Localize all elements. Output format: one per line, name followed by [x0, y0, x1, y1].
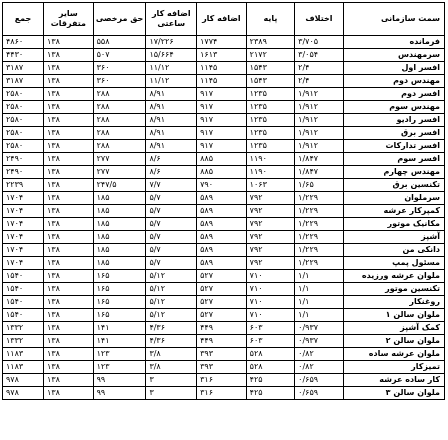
cell-total: ۳۱۸۷	[3, 62, 44, 75]
table-row	[3, 348, 445, 361]
cell-misc: ۱۳۸	[44, 387, 94, 400]
cell-difference: ۰/۹۳۷	[295, 335, 344, 348]
cell-hourly-overtime: ۱۱/۱۲	[146, 62, 197, 75]
cell-leave-pay: ۹۹	[93, 387, 146, 400]
cell-overtime: ۹۱۷	[197, 140, 247, 153]
cell-total: ۱۳۳۲	[3, 335, 44, 348]
cell-misc: ۱۳۸	[44, 374, 94, 387]
cell-difference: ۱/۲۲۹	[295, 244, 344, 257]
cell-overtime: ۳۹۳	[197, 348, 247, 361]
cell-leave-pay: ۲۸۸	[93, 140, 146, 153]
cell-leave-pay: ۲۸۸	[93, 101, 146, 114]
cell-total: ۱۳۳۲	[3, 322, 44, 335]
table-body	[3, 36, 445, 400]
table-row	[3, 114, 445, 127]
cell-overtime: ۵۲۷	[197, 296, 247, 309]
cell-misc: ۱۳۸	[44, 270, 94, 283]
cell-total: ۱۱۸۳	[3, 348, 44, 361]
cell-total: ۱۵۴۰	[3, 296, 44, 309]
cell-misc: ۱۳۸	[44, 62, 94, 75]
cell-position: ملوان سالن ۳	[343, 387, 444, 400]
cell-misc: ۱۳۸	[44, 114, 94, 127]
table-row	[3, 218, 445, 231]
cell-base: ۷۹۲	[246, 218, 295, 231]
cell-overtime: ۵۲۷	[197, 283, 247, 296]
cell-leave-pay: ۱۸۵	[93, 192, 146, 205]
cell-difference: ۱/۹۱۲	[295, 140, 344, 153]
cell-leave-pay: ۱۶۵	[93, 283, 146, 296]
cell-misc: ۱۳۸	[44, 257, 94, 270]
cell-leave-pay: ۳۶۰	[93, 75, 146, 88]
cell-base: ۶۰۳	[246, 322, 295, 335]
cell-total: ۳۱۸۷	[3, 75, 44, 88]
cell-leave-pay: ۱۴۱	[93, 322, 146, 335]
cell-difference: ۱/۲۲۹	[295, 231, 344, 244]
cell-position: افسر دوم	[343, 88, 444, 101]
cell-difference: ۱/۲۲۹	[295, 192, 344, 205]
cell-total: ۱۷۰۴	[3, 244, 44, 257]
cell-overtime: ۹۱۷	[197, 88, 247, 101]
cell-misc: ۱۳۸	[44, 348, 94, 361]
cell-misc: ۱۳۸	[44, 244, 94, 257]
table-row	[3, 179, 445, 192]
cell-leave-pay: ۱۶۵	[93, 309, 146, 322]
col-header-base: پایه	[246, 3, 295, 36]
cell-leave-pay: ۱۲۳	[93, 361, 146, 374]
cell-difference: ۱/۶۵	[295, 179, 344, 192]
table-row	[3, 75, 445, 88]
cell-position: افسر تدارکات	[343, 140, 444, 153]
cell-overtime: ۵۸۹	[197, 192, 247, 205]
cell-position: مهندس سوم	[343, 101, 444, 114]
cell-total: ۱۱۸۳	[3, 361, 44, 374]
cell-difference: ۰/۸۲	[295, 361, 344, 374]
table-row	[3, 309, 445, 322]
cell-misc: ۱۳۸	[44, 179, 94, 192]
cell-hourly-overtime: ۸/۹۱	[146, 101, 197, 114]
cell-misc: ۱۳۸	[44, 218, 94, 231]
cell-difference: ۰/۹۳۷	[295, 322, 344, 335]
cell-base: ۱۲۳۵	[246, 127, 295, 140]
cell-base: ۷۹۲	[246, 244, 295, 257]
cell-misc: ۱۳۸	[44, 309, 94, 322]
cell-leave-pay: ۵۵۸	[93, 36, 146, 49]
cell-misc: ۱۳۸	[44, 88, 94, 101]
table-row	[3, 36, 445, 49]
cell-position: ملوان سالن ۱	[343, 309, 444, 322]
cell-total: ۱۵۴۰	[3, 270, 44, 283]
table-row	[3, 88, 445, 101]
cell-misc: ۱۳۸	[44, 140, 94, 153]
cell-hourly-overtime: ۸/۹۱	[146, 88, 197, 101]
cell-total: ۲۵۸۰	[3, 114, 44, 127]
cell-position: دانکی من	[343, 244, 444, 257]
cell-leave-pay: ۲۴۷/۵	[93, 179, 146, 192]
table-row	[3, 231, 445, 244]
cell-overtime: ۱۷۷۴	[197, 36, 247, 49]
cell-position: افسر اول	[343, 62, 444, 75]
cell-difference: ۳/۷۰۵	[295, 36, 344, 49]
cell-difference: ۱/۲۲۹	[295, 218, 344, 231]
cell-difference: ۱/۱	[295, 283, 344, 296]
cell-difference: ۱/۹۱۲	[295, 114, 344, 127]
cell-base: ۷۹۲	[246, 231, 295, 244]
cell-leave-pay: ۱۸۵	[93, 231, 146, 244]
cell-hourly-overtime: ۱۵/۶۶۴	[146, 49, 197, 62]
cell-leave-pay: ۹۹	[93, 374, 146, 387]
cell-hourly-overtime: ۵/۷	[146, 192, 197, 205]
cell-leave-pay: ۱۸۵	[93, 244, 146, 257]
cell-overtime: ۱۱۴۵	[197, 62, 247, 75]
cell-difference: ۱/۱	[295, 296, 344, 309]
cell-leave-pay: ۳۶۰	[93, 62, 146, 75]
cell-total: ۱۷۰۴	[3, 218, 44, 231]
table-row	[3, 322, 445, 335]
cell-hourly-overtime: ۷/۷	[146, 179, 197, 192]
cell-hourly-overtime: ۴/۳۶	[146, 322, 197, 335]
cell-difference: ۲/۴	[295, 62, 344, 75]
cell-misc: ۱۳۸	[44, 49, 94, 62]
cell-position: تکنسین موتور	[343, 283, 444, 296]
cell-base: ۱۲۳۵	[246, 88, 295, 101]
cell-leave-pay: ۱۸۵	[93, 218, 146, 231]
cell-overtime: ۹۱۷	[197, 114, 247, 127]
cell-overtime: ۵۸۹	[197, 244, 247, 257]
cell-position: ملوان عرشه ساده	[343, 348, 444, 361]
table-row	[3, 244, 445, 257]
cell-position: کار ساده عرشه	[343, 374, 444, 387]
cell-base: ۷۱۰	[246, 270, 295, 283]
cell-hourly-overtime: ۱۱/۱۲	[146, 75, 197, 88]
col-header-position: سمت سازمانی	[343, 3, 444, 36]
table-row	[3, 374, 445, 387]
cell-total: ۲۲۳۹	[3, 179, 44, 192]
cell-difference: ۱/۸۴۷	[295, 166, 344, 179]
col-header-total: جمع	[3, 3, 44, 36]
cell-leave-pay: ۲۷۷	[93, 166, 146, 179]
table-row	[3, 387, 445, 400]
cell-misc: ۱۳۸	[44, 127, 94, 140]
cell-misc: ۱۳۸	[44, 166, 94, 179]
col-header-overtime: اضافه کار	[197, 3, 247, 36]
cell-overtime: ۵۸۹	[197, 257, 247, 270]
table-row	[3, 192, 445, 205]
cell-difference: ۱/۸۴۷	[295, 153, 344, 166]
cell-difference: ۳/۰۵۴	[295, 49, 344, 62]
cell-difference: ۰/۶۵۹	[295, 374, 344, 387]
table-row	[3, 127, 445, 140]
cell-overtime: ۵۲۷	[197, 309, 247, 322]
cell-position: ملوان عرشه ورزیده	[343, 270, 444, 283]
cell-overtime: ۱۱۴۵	[197, 75, 247, 88]
cell-hourly-overtime: ۸/۹۱	[146, 114, 197, 127]
cell-overtime: ۳۹۳	[197, 361, 247, 374]
table-row	[3, 153, 445, 166]
cell-position: تکنسین برق	[343, 179, 444, 192]
cell-difference: ۱/۱	[295, 270, 344, 283]
cell-hourly-overtime: ۳	[146, 374, 197, 387]
cell-hourly-overtime: ۴/۳۶	[146, 335, 197, 348]
cell-total: ۲۵۸۰	[3, 140, 44, 153]
cell-hourly-overtime: ۱۷/۲۲۶	[146, 36, 197, 49]
cell-position: مهندس دوم	[343, 75, 444, 88]
cell-misc: ۱۳۸	[44, 101, 94, 114]
cell-total: ۱۵۴۰	[3, 309, 44, 322]
cell-total: ۲۴۹۰	[3, 153, 44, 166]
cell-overtime: ۴۴۹	[197, 322, 247, 335]
cell-hourly-overtime: ۵/۷	[146, 231, 197, 244]
table-row	[3, 283, 445, 296]
table-row	[3, 101, 445, 114]
cell-leave-pay: ۱۸۵	[93, 257, 146, 270]
cell-leave-pay: ۱۸۵	[93, 205, 146, 218]
cell-misc: ۱۳۸	[44, 296, 94, 309]
cell-difference: ۱/۹۱۲	[295, 127, 344, 140]
table-row	[3, 257, 445, 270]
cell-position: آشپز	[343, 231, 444, 244]
cell-overtime: ۵۸۹	[197, 231, 247, 244]
cell-hourly-overtime: ۵/۱۲	[146, 309, 197, 322]
cell-base: ۱۲۳۵	[246, 140, 295, 153]
cell-base: ۷۹۲	[246, 192, 295, 205]
cell-total: ۲۵۸۰	[3, 88, 44, 101]
cell-leave-pay: ۱۶۵	[93, 270, 146, 283]
cell-leave-pay: ۱۴۱	[93, 335, 146, 348]
table-row	[3, 361, 445, 374]
cell-base: ۵۲۸	[246, 361, 295, 374]
table-row	[3, 270, 445, 283]
cell-total: ۹۷۸	[3, 374, 44, 387]
cell-leave-pay: ۲۸۸	[93, 88, 146, 101]
cell-position: سرملوان	[343, 192, 444, 205]
cell-overtime: ۵۸۹	[197, 218, 247, 231]
cell-difference: ۱/۱	[295, 309, 344, 322]
cell-overtime: ۹۱۷	[197, 127, 247, 140]
cell-leave-pay: ۲۷۷	[93, 153, 146, 166]
cell-hourly-overtime: ۳/۸	[146, 361, 197, 374]
cell-overtime: ۷۹۰	[197, 179, 247, 192]
cell-base: ۷۱۰	[246, 296, 295, 309]
table-row	[3, 62, 445, 75]
cell-misc: ۱۳۸	[44, 322, 94, 335]
cell-total: ۴۸۶۰	[3, 36, 44, 49]
cell-overtime: ۸۸۵	[197, 166, 247, 179]
cell-base: ۲۳۸۹	[246, 36, 295, 49]
cell-base: ۲۱۷۲	[246, 49, 295, 62]
cell-base: ۴۲۵	[246, 387, 295, 400]
cell-base: ۱۲۳۵	[246, 114, 295, 127]
cell-misc: ۱۳۸	[44, 36, 94, 49]
cell-position: روغنکار	[343, 296, 444, 309]
cell-misc: ۱۳۸	[44, 283, 94, 296]
cell-total: ۲۵۸۰	[3, 127, 44, 140]
cell-misc: ۱۳۸	[44, 75, 94, 88]
col-header-hourly-overtime: اضافه کار ساعتی	[146, 3, 197, 36]
table-header	[3, 3, 445, 36]
cell-overtime: ۹۱۷	[197, 101, 247, 114]
cell-hourly-overtime: ۸/۹۱	[146, 127, 197, 140]
cell-total: ۲۵۸۰	[3, 101, 44, 114]
cell-leave-pay: ۲۸۸	[93, 114, 146, 127]
cell-overtime: ۵۲۷	[197, 270, 247, 283]
cell-position: مسئول پمپ	[343, 257, 444, 270]
cell-hourly-overtime: ۳	[146, 387, 197, 400]
cell-difference: ۰/۶۵۹	[295, 387, 344, 400]
table-row	[3, 296, 445, 309]
header-row	[3, 3, 445, 36]
table-row	[3, 166, 445, 179]
cell-position: کمک آشپز	[343, 322, 444, 335]
cell-difference: ۱/۲۲۹	[295, 205, 344, 218]
cell-misc: ۱۳۸	[44, 361, 94, 374]
cell-difference: ۱/۹۱۲	[295, 88, 344, 101]
cell-overtime: ۵۸۹	[197, 205, 247, 218]
cell-position: مهندس چهارم	[343, 166, 444, 179]
cell-base: ۱۵۴۳	[246, 62, 295, 75]
cell-position: سرمهندس	[343, 49, 444, 62]
cell-leave-pay: ۱۲۳	[93, 348, 146, 361]
cell-position: تمیزکار	[343, 361, 444, 374]
cell-overtime: ۳۱۶	[197, 387, 247, 400]
cell-position: افسر رادیو	[343, 114, 444, 127]
cell-difference: ۱/۲۲۹	[295, 257, 344, 270]
cell-base: ۱۱۹۰	[246, 153, 295, 166]
table-row	[3, 335, 445, 348]
cell-total: ۱۷۰۴	[3, 205, 44, 218]
cell-total: ۲۴۹۰	[3, 166, 44, 179]
cell-total: ۱۷۰۴	[3, 192, 44, 205]
cell-hourly-overtime: ۵/۱۲	[146, 283, 197, 296]
cell-position: افسر برق	[343, 127, 444, 140]
cell-hourly-overtime: ۵/۷	[146, 218, 197, 231]
cell-leave-pay: ۲۸۸	[93, 127, 146, 140]
cell-position: ملوان سالن ۲	[343, 335, 444, 348]
cell-misc: ۱۳۸	[44, 153, 94, 166]
cell-misc: ۱۳۸	[44, 335, 94, 348]
cell-hourly-overtime: ۸/۶	[146, 153, 197, 166]
cell-base: ۱۵۴۳	[246, 75, 295, 88]
cell-misc: ۱۳۸	[44, 231, 94, 244]
col-header-leave-pay: حق مرخصی	[93, 3, 146, 36]
cell-overtime: ۳۱۶	[197, 374, 247, 387]
cell-hourly-overtime: ۵/۷	[146, 244, 197, 257]
cell-difference: ۱/۹۱۲	[295, 101, 344, 114]
cell-overtime: ۱۶۱۳	[197, 49, 247, 62]
cell-total: ۴۴۳۰	[3, 49, 44, 62]
cell-total: ۱۷۰۴	[3, 231, 44, 244]
cell-base: ۷۱۰	[246, 283, 295, 296]
cell-leave-pay: ۵۰۷	[93, 49, 146, 62]
cell-base: ۴۲۵	[246, 374, 295, 387]
cell-base: ۱۲۳۵	[246, 101, 295, 114]
cell-position: افسر سوم	[343, 153, 444, 166]
table-row	[3, 205, 445, 218]
cell-hourly-overtime: ۵/۷	[146, 205, 197, 218]
cell-hourly-overtime: ۳/۸	[146, 348, 197, 361]
cell-total: ۱۷۰۴	[3, 257, 44, 270]
cell-position: فرمانده	[343, 36, 444, 49]
cell-base: ۷۱۰	[246, 309, 295, 322]
col-header-difference: اختلاف	[295, 3, 344, 36]
salary-table	[2, 2, 445, 400]
cell-overtime: ۸۸۵	[197, 153, 247, 166]
cell-base: ۷۹۲	[246, 205, 295, 218]
cell-misc: ۱۳۸	[44, 192, 94, 205]
cell-overtime: ۴۴۹	[197, 335, 247, 348]
col-header-misc: سایر متفرقات	[44, 3, 94, 36]
cell-base: ۶۰۳	[246, 335, 295, 348]
cell-position: کمپرکار عرشه	[343, 205, 444, 218]
cell-total: ۱۵۴۰	[3, 283, 44, 296]
cell-leave-pay: ۱۶۵	[93, 296, 146, 309]
table-row	[3, 140, 445, 153]
cell-difference: ۲/۴	[295, 75, 344, 88]
cell-hourly-overtime: ۸/۶	[146, 166, 197, 179]
cell-hourly-overtime: ۵/۱۲	[146, 296, 197, 309]
cell-base: ۷۹۲	[246, 257, 295, 270]
table-row	[3, 49, 445, 62]
cell-hourly-overtime: ۵/۷	[146, 257, 197, 270]
cell-misc: ۱۳۸	[44, 205, 94, 218]
cell-total: ۹۷۸	[3, 387, 44, 400]
cell-base: ۵۲۸	[246, 348, 295, 361]
cell-difference: ۰/۸۲	[295, 348, 344, 361]
cell-position: مکانیک موتور	[343, 218, 444, 231]
cell-base: ۱۱۹۰	[246, 166, 295, 179]
cell-hourly-overtime: ۵/۱۲	[146, 270, 197, 283]
cell-base: ۱۰۶۳	[246, 179, 295, 192]
cell-hourly-overtime: ۸/۹۱	[146, 140, 197, 153]
